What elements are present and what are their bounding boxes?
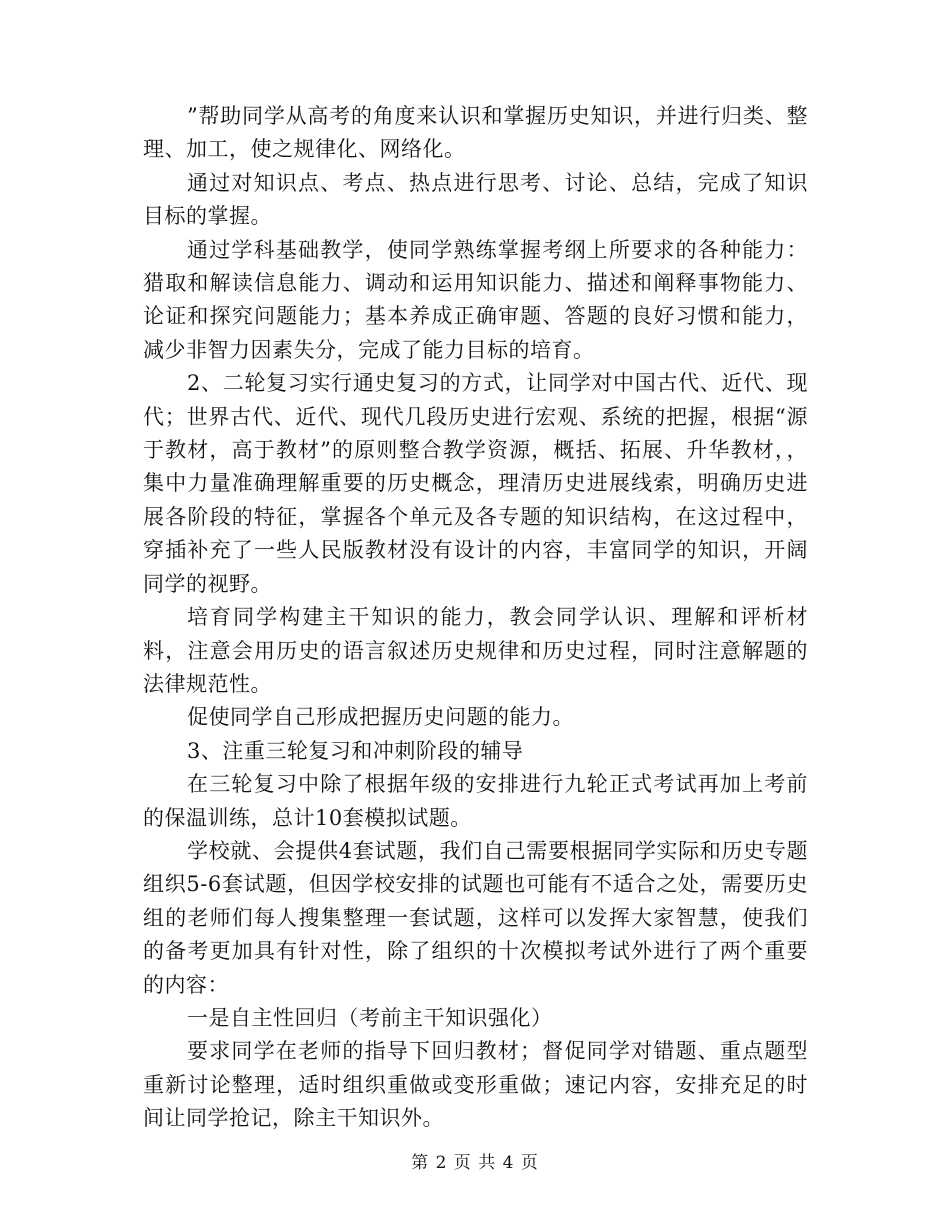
paragraph-exam-sets: 学校就、会提供4套试题，我们自己需要根据同学实际和历史专题组织5-6套试题，但因学校安排的试题也可能有不适合之处，需要历史组的老师们每人搜集整理一套试题，这样可以发挥大家智慧，使我们的备考更加具有针对性，除了组织的十次模拟考试外进行了两个重要的内容： xyxy=(143,838,808,997)
paragraph-return-textbook: 要求同学在老师的指导下回归教材；督促同学对错题、重点题型重新讨论整理，适时组织重做或变形重做；速记内容，安排充足的时间让同学抢记，除主干知识外。 xyxy=(143,1039,808,1131)
document-body xyxy=(143,100,808,1136)
paragraph-self-review: 一是自主性回归（考前主干知识强化） xyxy=(187,1005,553,1030)
paragraph-knowledge-goal: 通过对知识点、考点、热点进行思考、讨论、总结，完成了知识目标的掌握。 xyxy=(143,170,808,229)
page-number-footer: 第 2 页 共 4 页 xyxy=(411,1153,539,1173)
paragraph-core-knowledge: 培育同学构建主干知识的能力，教会同学认识、理解和评析材料，注意会用历史的语言叙述历史规律和历史过程，同时注意解题的法律规范性。 xyxy=(143,605,808,696)
paragraph-mock-exams: 在三轮复习中除了根据年级的安排进行九轮正式考试再加上考前的保温训练，总计10套模拟试题。 xyxy=(143,772,808,830)
paragraph-second-round: 2、二轮复习实行通史复习的方式，让同学对中国古代、近代、现代；世界古代、近代、现代几段历史进行宏观、系统的把握，根据“源于教材，高于教材”的原则整合教学资源，概括、拓展、升华教材，，集中力量准确理解重要的历史概念，理清历史进展线索，明确历史进展各阶段的特征，掌握各个单元及各专题的知识结构，在这过程中，穿插补充了一些人民版教材没有设计的内容，丰富同学的知识，开阔同学的视野。 xyxy=(143,371,808,596)
paragraph-continuation: ”帮助同学从高考的角度来认识和掌握历史知识，并进行归类、整理、加工，使之规律化、网络化。 xyxy=(143,104,808,162)
paragraph-self-ability: 促使同学自己形成把握历史问题的能力。 xyxy=(187,705,574,730)
paragraph-ability-goal: 通过学科基础教学，使同学熟练掌握考纲上所要求的各种能力：猎取和解读信息能力、调动和运用知识能力、描述和阐释事物能力、论证和探究问题能力；基本养成正确审题、答题的良好习惯和能力，减少非智力因素失分，完成了能力目标的培育。 xyxy=(143,237,808,362)
paragraph-third-round-heading: 3、注重三轮复习和冲刺阶段的辅导 xyxy=(187,738,524,763)
